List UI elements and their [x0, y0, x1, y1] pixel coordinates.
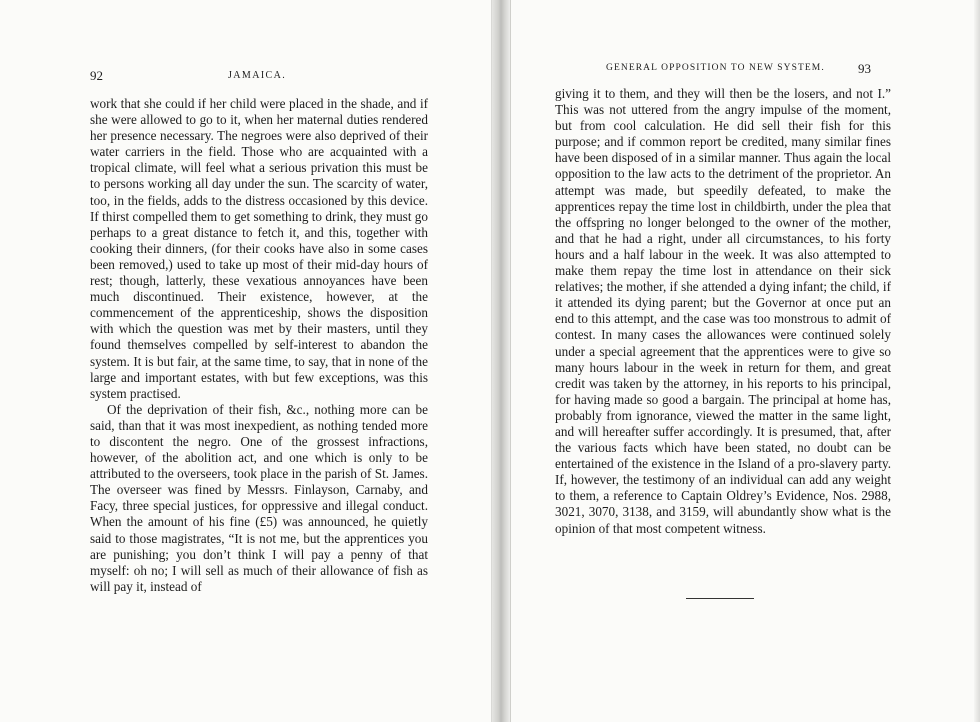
right-paragraph-1: giving it to them, and they will then be the losers, and not I.” This was not uttered from the angry impulse of the moment, but from cool calculation. He did sell their fish for this purpose; and if common report be credited, many similar fines have been disposed of in a similar manner. Thus again the local opposition to the law acts to the detriment of the proprietor. An attempt was made, but speedily defeated, to make the apprentices repay the time lost in childbirth, under the plea that the offspring no longer belonged to the owner of the mother, and that he had a right, under all circumstances, to his forty hours and a half labour in the week. It was also attempted to make them repay the time lost in attendance on their sick relatives; the mother, if she attended a dying infant; the child, if it attended its dying parent; but the Governor at once put an end to this attempt, and the case was too monstrous to admit of contest. In many cases the allowances were continued solely under a special agreement that the apprentices were to give so many hours labour in the week in return for them, and great credit was taken by the attorney, in his reports to his principal, for having made so good a bargain. The principal at home has, probably from ignorance, viewed the matter in the same light, and will hereafter suffer accordingly. It is presumed, that, after the various facts which have been stated, no doubt can be entertained of the existence in the Island of a pro-slavery party. If, however, the testimony of an individual can add any weight to them, a reference to Captain Oldrey’s Evidence, Nos. 2988, 3021, 3070, 3138, and 3159, will abundantly show what is the opinion of that most competent witness.	[555, 86, 891, 536]
right-page-number: 93	[858, 61, 871, 76]
left-paragraph-2: Of the deprivation of their fish, &c., nothing more can be said, than that it was most inexpedient, as nothing tended more to discontent the negro. One of the grossest infractions, however, of the abolition act, and one which is only to be attributed to the overseers, took place in the parish of St. James. The overseer was fined by Messrs. Finlayson, Carnaby, and Facy, three special justices, for oppressive and illegal conduct. When the amount of his fine (£5) was announced, he quietly said to those magistrates, “It is not me, but the apprentices you are punishing; you don’t think I will pay a penny of that myself: oh no; I will sell as much of their allowance of fish as will pay it, instead of	[90, 401, 428, 594]
end-rule	[686, 598, 754, 599]
left-page-number: 92	[90, 68, 103, 83]
right-page-body	[555, 86, 891, 537]
left-page-body	[90, 96, 428, 595]
left-paragraph-1: work that she could if her child were placed in the shade, and if she were allowed to go to it, when her maternal duties rendered her presence necessary. The negroes were also deprived of their water carriers in the field. Those who are acquainted with a tropical climate, will feel what a serious privation this must be to persons working all day under the sun. The scarcity of water, too, in the fields, adds to the distress occasioned by this device. If thirst compelled them to get something to drink, they must go perhaps to a great distance to fetch it, and this, together with cooking their dinners, (for their cooks have also in some cases been removed,) used to take up most of their mid-day hours of rest; though, latterly, these vexatious annoyances have been much discontinued. Their existence, however, at the commencement of the apprenticeship, shows the disposition with which the question was met by their masters, until they found themselves compelled by self-interest to abandon the system. It is but fair, at the same time, to say, that in none of the large and important estates, with but few exceptions, was this system practised.	[90, 96, 428, 401]
right-running-head: GENERAL OPPOSITION TO NEW SYSTEM.	[606, 63, 825, 73]
book-gutter	[492, 0, 510, 722]
left-running-head: JAMAICA.	[228, 70, 287, 81]
page-edge-right	[974, 0, 980, 722]
